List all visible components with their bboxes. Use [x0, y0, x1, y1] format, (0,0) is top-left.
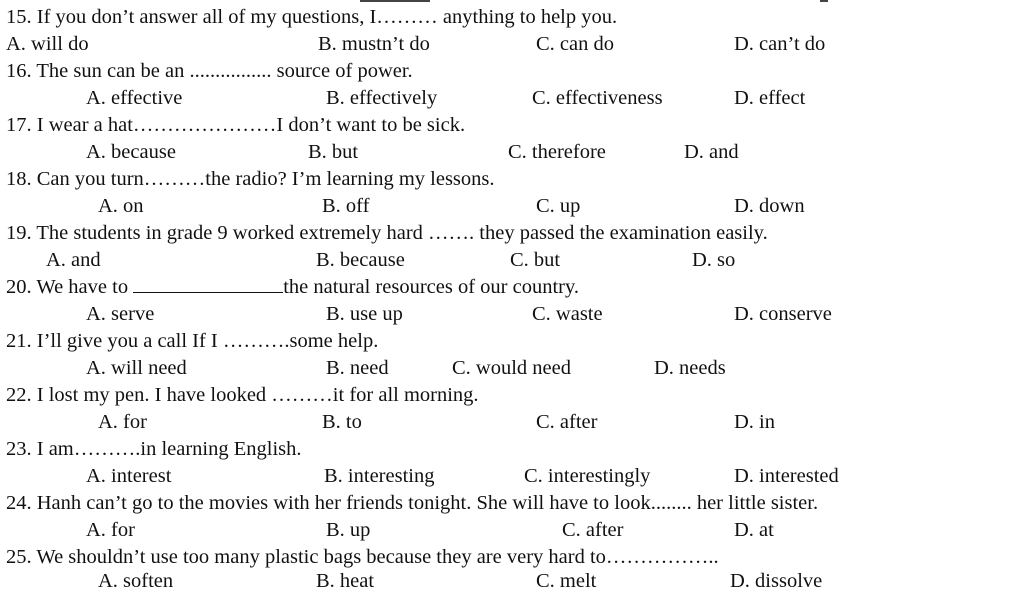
question-20-options	[0, 301, 1024, 328]
option-a: A. will need	[86, 357, 187, 379]
option-b: B. because	[316, 249, 405, 271]
question-text: 22. I lost my pen. I have looked ………it for all morning.	[6, 384, 479, 406]
option-d: D. needs	[654, 357, 726, 379]
question-23-stem	[0, 436, 1024, 463]
option-d: D. dissolve	[730, 570, 823, 592]
option-d: D. in	[734, 411, 775, 433]
question-text: 24. Hanh can’t go to the movies with her friends tonight. She will have to look........ her little sister.	[6, 492, 819, 514]
option-c: C. but	[510, 249, 561, 271]
option-c: C. melt	[536, 570, 597, 592]
question-text	[6, 274, 579, 301]
question-22-options	[0, 409, 1024, 436]
question-25-options	[0, 568, 1024, 595]
option-d: D. effect	[734, 87, 806, 109]
option-d: D. down	[734, 195, 805, 217]
option-c: C. therefore	[508, 141, 606, 163]
cropped-text-fragment	[820, 0, 828, 2]
question-16-stem	[0, 58, 1024, 85]
option-d: D. and	[684, 141, 739, 163]
question-15-options	[0, 31, 1024, 58]
question-20-stem	[0, 274, 1024, 301]
option-c: C. interestingly	[524, 465, 651, 487]
option-a: A. for	[86, 519, 135, 541]
option-d: D. interested	[734, 465, 839, 487]
question-17-stem	[0, 112, 1024, 139]
option-c: C. can do	[536, 33, 614, 55]
cropped-text-fragment	[360, 0, 430, 2]
option-b: B. heat	[316, 570, 375, 592]
option-b: B. use up	[326, 303, 403, 325]
question-text: 18. Can you turn………the radio? I’m learning my lessons.	[6, 168, 495, 190]
option-b: B. but	[308, 141, 359, 163]
question-15-stem	[0, 4, 1024, 31]
option-c: C. after	[562, 519, 624, 541]
question-text: 16. The sun can be an ................ source of power.	[6, 60, 413, 82]
option-a: A. because	[86, 141, 176, 163]
option-c: C. waste	[532, 303, 603, 325]
option-b: B. up	[326, 519, 371, 541]
answer-blank-line	[133, 277, 283, 293]
option-c: C. after	[536, 411, 598, 433]
option-a: A. interest	[86, 465, 172, 487]
question-text: 17. I wear a hat…………………I don’t want to be sick.	[6, 114, 466, 136]
question-text-after-blank: the natural resources of our country.	[283, 276, 580, 298]
question-text: 21. I’ll give you a call If I ……….some help.	[6, 330, 379, 352]
question-16-options	[0, 85, 1024, 112]
question-17-options	[0, 139, 1024, 166]
option-b: B. need	[326, 357, 389, 379]
option-d: D. conserve	[734, 303, 832, 325]
question-text: 23. I am……….in learning English.	[6, 438, 302, 460]
question-21-stem	[0, 328, 1024, 355]
option-a: A. effective	[86, 87, 183, 109]
question-25-stem	[0, 544, 1024, 571]
question-text-before-blank: 20. We have to	[6, 276, 129, 298]
option-b: B. to	[322, 411, 362, 433]
option-b: B. interesting	[324, 465, 435, 487]
option-c: C. up	[536, 195, 581, 217]
option-b: B. off	[322, 195, 370, 217]
option-d: D. so	[692, 249, 736, 271]
option-b: B. mustn’t do	[318, 33, 430, 55]
question-18-options	[0, 193, 1024, 220]
option-c: C. effectiveness	[532, 87, 663, 109]
option-d: D. at	[734, 519, 774, 541]
question-19-stem	[0, 220, 1024, 247]
question-21-options	[0, 355, 1024, 382]
question-24-stem	[0, 490, 1024, 517]
question-19-options	[0, 247, 1024, 274]
question-24-options	[0, 517, 1024, 544]
question-22-stem	[0, 382, 1024, 409]
option-d: D. can’t do	[734, 33, 826, 55]
option-a: A. on	[98, 195, 144, 217]
question-text: 25. We shouldn’t use too many plastic bags because they are very hard to……………..	[6, 546, 719, 568]
question-18-stem	[0, 166, 1024, 193]
option-a: A. for	[98, 411, 147, 433]
option-c: C. would need	[452, 357, 571, 379]
question-text: 19. The students in grade 9 worked extremely hard ……. they passed the examination easily.	[6, 222, 768, 244]
option-a: A. will do	[6, 33, 89, 55]
option-b: B. effectively	[326, 87, 438, 109]
question-text: 15. If you don’t answer all of my questions, I……… anything to help you.	[6, 6, 618, 28]
option-a: A. and	[46, 249, 101, 271]
question-23-options	[0, 463, 1024, 490]
option-a: A. serve	[86, 303, 155, 325]
option-a: A. soften	[98, 570, 174, 592]
